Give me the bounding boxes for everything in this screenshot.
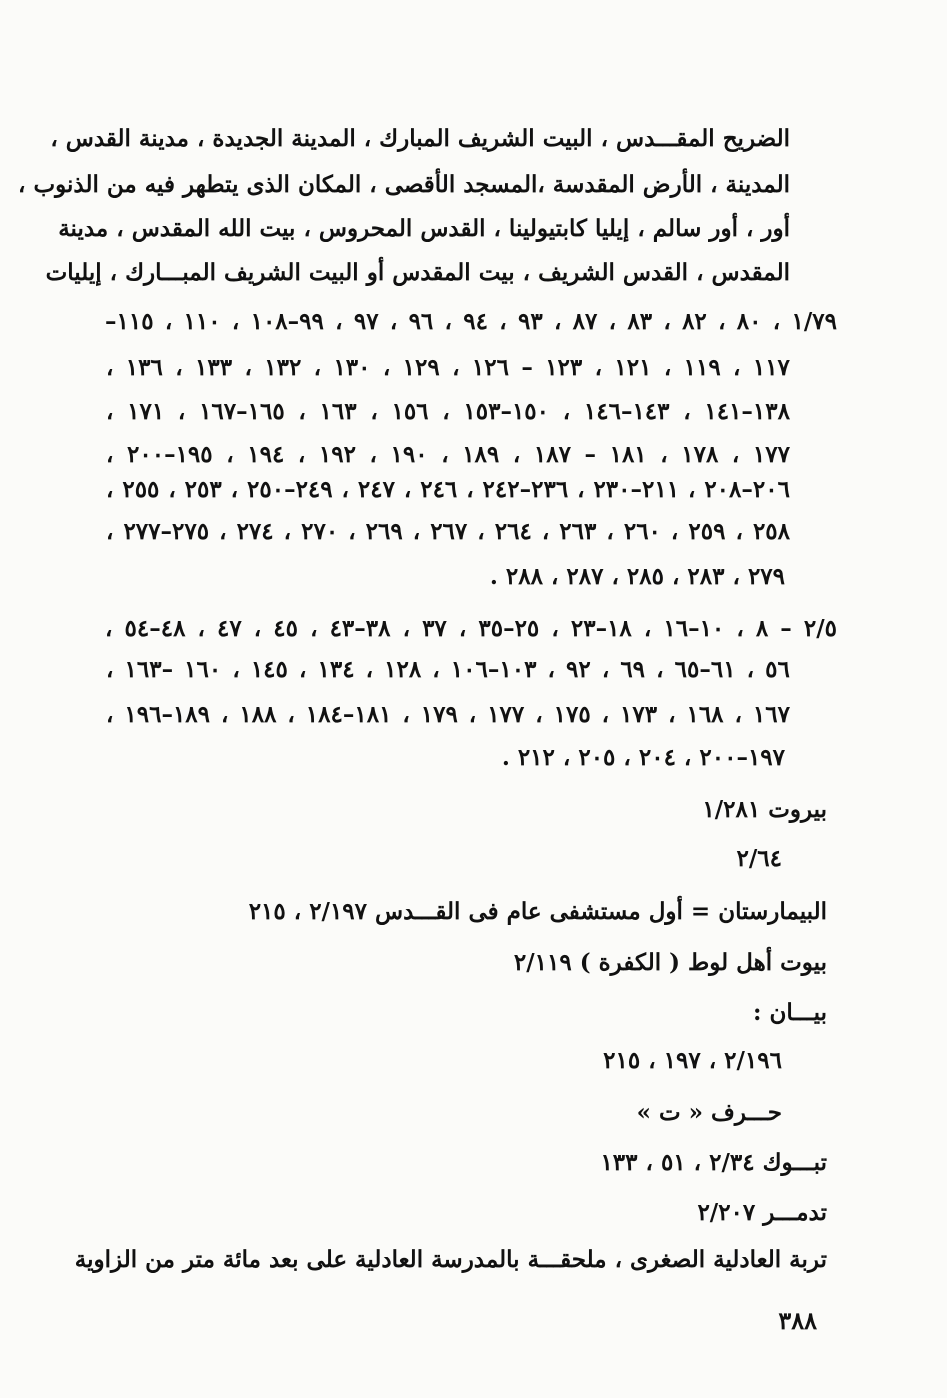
quds-refs-vol1-line-1: ١/٧٩ ، ٨٠ ، ٨٢ ، ٨٣ ، ٨٧ ، ٩٣ ، ٩٤ ، ٩٦ ، ٩٧ ، ٩٩–١٠٨ ، ١١٠ ، ١١٥– (105, 308, 837, 335)
entry-tabuk: تبـــوك ٢/٣٤ ، ٥١ ، ١٣٣ (600, 1149, 827, 1176)
entry-beirut-vol2: ٢/٦٤ (736, 845, 782, 872)
quds-refs-vol2-line-3: ١٦٧ ، ١٦٨ ، ١٧٣ ، ١٧٥ ، ١٧٧ ، ١٧٩ ، ١٨١–١٨٤ ، ١٨٨ ، ١٨٩–١٩٦ ، (106, 701, 790, 728)
entry-tadmur: تدمـــر ٢/٢٠٧ (697, 1199, 827, 1226)
entry-baysan-refs: ٢/١٩٦ ، ١٩٧ ، ٢١٥ (603, 1047, 782, 1074)
quds-refs-vol1-line-2: ١١٧ ، ١١٩ ، ١٢١ ، ١٢٣ – ١٢٦ ، ١٢٩ ، ١٣٠ ، ١٣٢ ، ١٣٣ ، ١٣٦ ، (106, 354, 790, 381)
entry-buyut-ahl-lut: بيوت أهل لوط ( الكفرة ) ٢/١١٩ (513, 949, 827, 976)
quds-names-line-3: أور ، أور سالم ، إيليا كابتيولينا ، القدس المحروس ، بيت الله المقدس ، مدينة (58, 215, 790, 242)
quds-names-line-2: المدينة ، الأرض المقدسة ،المسجد الأقصى ، المكان الذى يتطهر فيه من الذنوب ، (18, 171, 790, 198)
quds-refs-vol1-line-4: ١٧٧ ، ١٧٨ ، ١٨١ – ١٨٧ ، ١٨٩ ، ١٩٠ ، ١٩٢ ، ١٩٤ ، ١٩٥–٢٠٠ ، (106, 441, 790, 468)
letter-heading: حـــرف « ت » (636, 1099, 782, 1126)
quds-refs-vol2-line-4: ١٩٧–٢٠٠ ، ٢٠٤ ، ٢٠٥ ، ٢١٢ . (501, 744, 785, 771)
entry-beirut: بيروت ١/٢٨١ (702, 796, 827, 823)
quds-names-line-1: الضريح المقـــدس ، البيت الشريف المبارك ، المدينة الجديدة ، مدينة القدس ، (50, 125, 790, 152)
quds-refs-vol1-line-5: ٢٠٦–٢٠٨ ، ٢١١–٢٣٠ ، ٢٣٦–٢٤٢ ، ٢٤٦ ، ٢٤٧ ، ٢٤٩–٢٥٠ ، ٢٥٣ ، ٢٥٥ ، (106, 476, 790, 503)
entry-turba-adiliyya: تربة العادلية الصغرى ، ملحقـــة بالمدرسة العادلية على بعد مائة متر من الزاوية (74, 1246, 827, 1273)
entry-baysan: بيـــان : (753, 999, 827, 1026)
quds-refs-vol2-line-1: ٢/٥ – ٨ ، ١٠–١٦ ، ١٨–٢٣ ، ٢٥–٣٥ ، ٣٧ ، ٣٨–٤٣ ، ٤٥ ، ٤٧ ، ٤٨–٥٤ ، (105, 615, 837, 642)
quds-refs-vol2-line-2: ٥٦ ، ٦١–٦٥ ، ٦٩ ، ٩٢ ، ١٠٣–١٠٦ ، ١٢٨ ، ١٣٤ ، ١٤٥ ، ١٦٠ –١٦٣ ، (106, 656, 790, 683)
entry-bimaristan: البيمارستان = أول مستشفى عام فى القـــدس ٢/١٩٧ ، ٢١٥ (248, 898, 827, 925)
page-number: ٣٨٨ (778, 1306, 817, 1335)
quds-names-line-4: المقدس ، القدس الشريف ، بيت المقدس أو البيت الشريف المبـــارك ، إيليات (45, 259, 790, 286)
quds-refs-vol1-line-6: ٢٥٨ ، ٢٥٩ ، ٢٦٠ ، ٢٦٣ ، ٢٦٤ ، ٢٦٧ ، ٢٦٩ ، ٢٧٠ ، ٢٧٤ ، ٢٧٥–٢٧٧ ، (106, 518, 790, 545)
quds-refs-vol1-line-3: ١٣٨–١٤١ ، ١٤٣–١٤٦ ، ١٥٠–١٥٣ ، ١٥٦ ، ١٦٣ ، ١٦٥–١٦٧ ، ١٧١ ، (106, 398, 790, 425)
quds-refs-vol1-line-7: ٢٧٩ ، ٢٨٣ ، ٢٨٥ ، ٢٨٧ ، ٢٨٨ . (489, 563, 785, 590)
